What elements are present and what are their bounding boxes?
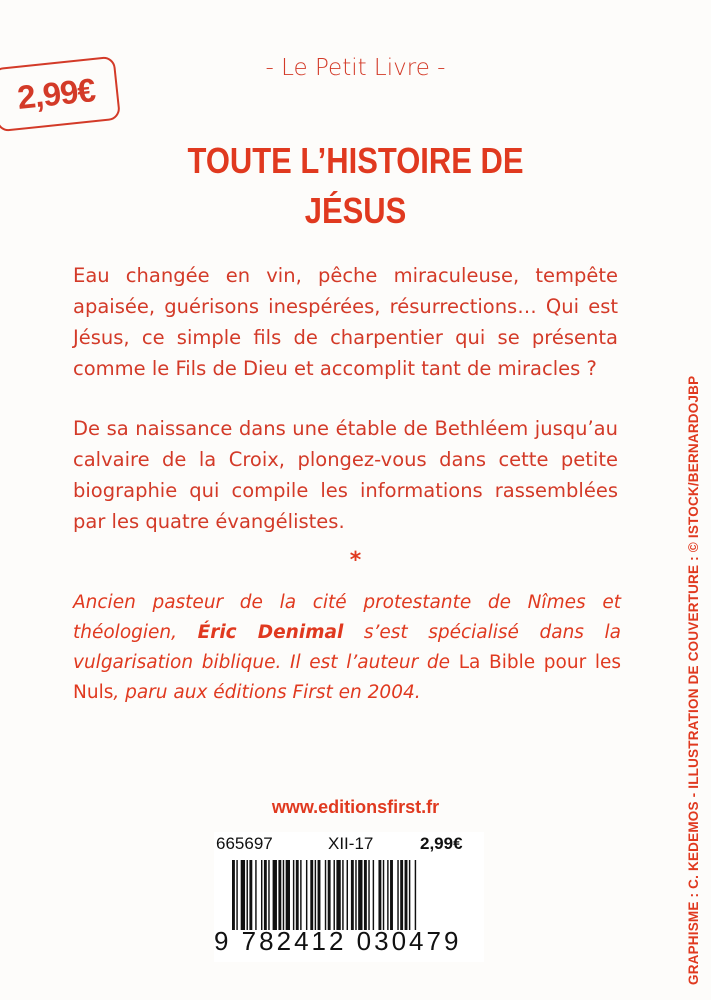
book-title xyxy=(50,136,661,236)
barcode-price: 2,99€ xyxy=(420,834,463,853)
bio-text-1: Ancien pasteur de la cité protestante de Nîmes et théologien, xyxy=(73,592,621,643)
publisher-website: www.editionsfirst.fr xyxy=(271,797,440,817)
series-label: - Le Petit Livre - xyxy=(265,55,446,81)
isbn-number: 9 782412 030479 xyxy=(214,926,462,956)
price-badge: 2,99€ xyxy=(0,56,121,133)
side-credit: GRAPHISME : C. KEDEMOS - ILLUSTRATION DE COUVERTURE : © ISTOCK/BERNARDOJBP xyxy=(686,375,701,985)
title-line-2: JÉSUS xyxy=(304,190,407,231)
title-line-1: TOUTE L’HISTOIRE DE xyxy=(187,140,524,181)
referenced-book-title: La Bible pour les Nuls xyxy=(73,652,622,703)
product-code: 665697 xyxy=(216,834,273,853)
barcode-block xyxy=(214,832,484,962)
bio-text-2: s’est spécialisé dans la vulgarisation biblique. Il est l’auteur de xyxy=(73,622,621,673)
author-name: Éric Denimal xyxy=(197,622,344,643)
blurb-paragraph-2: De sa naissance dans une étable de Bethléem jusqu’au calvaire de la Croix, plongez-vous dans cette petite biographie qui compile les informations rassemblées par les quatre évangélistes. xyxy=(73,417,618,533)
print-date: XII-17 xyxy=(328,834,374,853)
separator-asterisk: * xyxy=(349,548,362,573)
bio-text-3: , paru aux éditions First en 2004. xyxy=(113,682,421,703)
author-bio xyxy=(73,588,621,708)
blurb-paragraph-1: Eau changée en vin, pêche miraculeuse, tempête apaisée, guérisons inespérées, résurrections… Qui est Jésus, ce simple fils de charpentier qui se présenta comme le Fils de Dieu et accomplit tant de miracles ? xyxy=(73,264,618,380)
barcode-icon xyxy=(232,860,482,930)
